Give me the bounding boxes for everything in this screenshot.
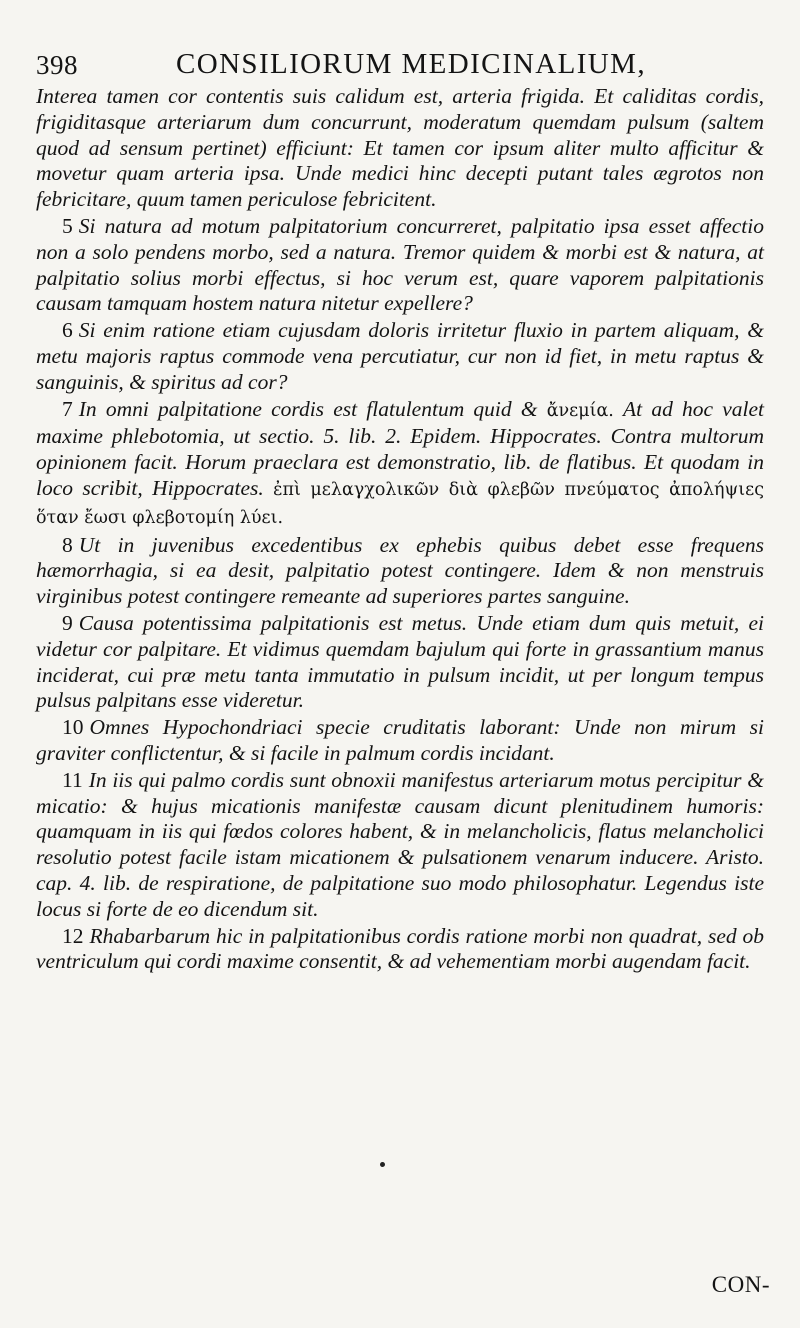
- paragraph-text: Omnes Hypochondriaci specie cruditatis laborant: Unde non mirum si graviter conflictentur, & si facile in palmum cordis incidant.: [36, 715, 764, 765]
- paragraph-6: [36, 318, 764, 395]
- catchword: CON-: [711, 1272, 770, 1297]
- paragraph-number: 11: [62, 767, 83, 792]
- ink-speck: [380, 1162, 385, 1167]
- paragraph-continuation: [36, 84, 764, 213]
- page-number: 398: [36, 50, 78, 80]
- paragraph-text: In omni palpitatione cordis est flatulentum quid &: [78, 396, 538, 421]
- paragraph-12: [36, 924, 764, 976]
- paragraph-number: 5: [62, 213, 73, 238]
- paragraph-text: Causa potentissima palpitationis est metus. Unde etiam dum quis metuit, ei videtur cor palpitare. Et vidimus quemdam bajulum qui forte in grassantium manus inciderat, cui præ metu tanta immutatio in pulsum incidit, ut per longum tempus pulsus palpitans esse videretur.: [36, 610, 764, 713]
- paragraph-number: 9: [62, 610, 73, 635]
- paragraph-number: 8: [62, 532, 73, 557]
- paragraph-5: [36, 214, 764, 317]
- paragraph-text: Si enim ratione etiam cujusdam doloris irritetur fluxio in partem aliquam, & metu majoris raptus commode vena percutiatur, cur non id fiet, in metu raptus & sanguinis, & spiritus ad cor?: [36, 318, 764, 394]
- paragraph-text: In iis qui palmo cordis sunt obnoxii manifestus arteriarum motus percipitur & micatio: & hujus micationis manifestæ causam dicunt plenitudinem humoris: quamquam in iis qui fœdos colores habent, & in melancholicis, flatus melancholici resolutio potest facile istam micationem & pulsationem venarum inducere. Aristo. cap. 4. lib. de respiratione, de palpitatione suo modo philosophatur. Legendus iste locus si forte de eo dicendum sit.: [36, 767, 764, 921]
- paragraph-text-continued: At ad hoc valet maxime phlebotomia, ut sectio. 5. lib. 2. Epidem. Hippocrates. Contra multorum opinionem facit. Horum praeclara est demonstratio, lib. de flatibus. Et quodam in loco scribit, Hippocrates.: [36, 396, 765, 500]
- paragraph-9: [36, 611, 764, 714]
- page-header: [36, 44, 764, 84]
- paragraph-text: Rhabarbarum hic in palpitationibus cordis ratione morbi non quadrat, sed ob ventriculum qui cordi maxime consentit, & ad vehementiam morbi augendam facit.: [36, 923, 764, 974]
- paragraph-text: Si natura ad motum palpitatorium concurreret, palpitatio ipsa esset affectio non a solo pendens morbo, sed a natura. Tremor quidem & morbi est & natura, at palpitatio solius morbi effectus, si hoc verum est, quare vaporem palpitationis causam tamquam hostem natura nitetur expellere?: [36, 213, 764, 316]
- paragraph-number: 10: [62, 715, 84, 740]
- greek-quotation: ἐπὶ μελαγχολικῶν διὰ φλεβῶν πνεύματος ἀπολήψιες ὅταν ἔωσι φλεβοτομίη λύει.: [36, 479, 764, 528]
- paragraph-8: [36, 533, 764, 610]
- paragraph-7: [36, 397, 764, 532]
- running-title: CONSILIORUM MEDICINALIUM,: [176, 48, 646, 80]
- paragraph-number: 12: [62, 923, 84, 948]
- greek-word: ἄνεμία.: [546, 400, 614, 421]
- paragraph-11: [36, 768, 764, 923]
- paragraph-number: 7: [62, 396, 73, 421]
- body-text: [36, 84, 764, 976]
- paragraph-10: [36, 715, 764, 767]
- paragraph-number: 6: [62, 318, 73, 343]
- paragraph-text: Interea tamen cor contentis suis calidum est, arteria frigida. Et caliditas cordis, frigiditasque arteriarum dum concurrunt, moderatum quemdam pulsum (saltem quod ad sensum pertinet) efficiunt: Et tamen cor ipsum aliter multo afficitur & movetur quam arteria ipsa. Unde medici hinc decepti putant tales ægrotos non febricitare, quum tamen periculose febricitent.: [36, 84, 764, 212]
- paragraph-text: Ut in juvenibus excedentibus ex ephebis quibus debet esse frequens hæmorrhagia, si ea desit, palpitatio potest contingere. Idem & non menstruis virginibus potest contingere remeante ad superiores partes sanguine.: [36, 532, 764, 609]
